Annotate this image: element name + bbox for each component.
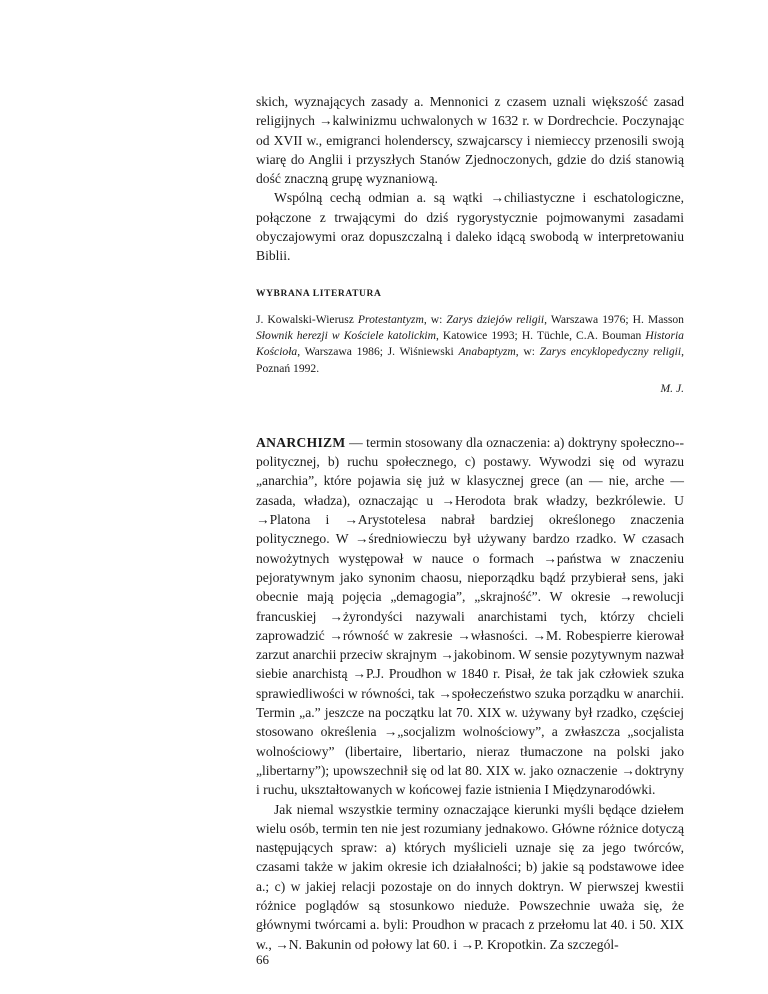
intro-paragraph-2: Wspólną cechą odmian a. są wątki →chiliastyczne i eschatologiczne, połączone z trwającymi do dziś rygorystycznie pojmowanymi zasadami obyczajowymi oraz dopuszczalną i daleko idącą swobodą w interpretowaniu Biblii.: [256, 190, 684, 264]
article-anarchizm: [256, 433, 684, 954]
entry-term: ANARCHIZM: [256, 434, 346, 450]
lit-entry: H. Tüchle, C.A. Bouman Historia Kościoła, Warszawa 1986;: [256, 328, 684, 359]
lit-entry: J. Wiśniewski Anabaptyzm, w: Zarys encyklopedyczny religii, Poznań 1992.: [256, 345, 684, 375]
literature-list: [256, 312, 684, 377]
intro-text: [256, 92, 684, 266]
literature-heading: WYBRANA LITERATURA: [256, 288, 382, 299]
page-content: [256, 92, 684, 954]
intro-paragraph-1: skich, wyznających zasady a. Mennonici z czasem uznali większość zasad religijnych →kalwinizmu uchwalonych w 1632 r. w Dordrechcie. Poczynając od XVII w., emigranci holenderscy, szwajcarscy i niemieccy przenosili swoją wiarę do Anglii i przyszłych Stanów Zjednoczonych, gdzie do dziś stanowią dość znaczną grupę wyznaniową.: [256, 94, 684, 187]
article-paragraph-2: Jak niemal wszystkie terminy oznaczające kierunki myśli będące dziełem wielu osób, termin ten nie jest rozumiany jednakowo. Główne różnice dotyczą następujących spraw: a) których myślicieli uznaje się za jego twórców, czasami także w jakim okresie ich działalności; b) jakie są podstawowe idee a.; c) w jakiej relacji pozostaje on do innych doktryn. W pierwszej kwestii różnice poglądów są stosunkowo nieduże. Powszechnie uważa się, że głównymi twórcami a. byli: Proudhon w pracach z przełomu lat 40. i 50. XIX w., →N. Bakunin od połowy lat 60. i →P. Kropotkin. Za szczegól-: [256, 801, 684, 952]
article-paragraph-1: ANARCHIZM — termin stosowany dla oznaczenia: a) doktryny społeczno--politycznej, b) ruchu społecznego, c) postawy. Wywodzi się od wyrazu „anarchia”, które pojawia się już w klasycznej grece (an — nie, arche — zasada, władza), oznaczając u →Herodota brak władzy, bezkrólewie. U →Platona i →Arystotelesa nabrał bardziej określonego znaczenia politycznego. W →średniowieczu był używany bardzo rzadko. W czasach nowożytnych występował w nauce o formach →państwa w znaczeniu pejoratywnym jako synonim chaosu, nieporządku bądź przybierał sens, jaki obecnie mają pojęcia „demagogia”, „skrajność”. W okresie →rewolucji francuskiej →żyrondyści nazywali anarchistami tych, którzy chcieli zaprowadzić →równość w zakresie →własności. →M. Robespierre kierował zarzut anarchii przeciw skrajnym →jakobinom. W sensie pozytywnym nazwał siebie anarchistą →P.J. Proudhon w 1840 r. Pisał, że tak jak człowiek szuka sprawiedliwości w równości, tak →społeczeństwo szuka porządku w anarchii. Termin „a.” jeszcze na początku lat 70. XIX w. używany był rzadko, częściej stosowano określenia →„socjalizm wolnościowy”, a zwłaszcza „socjalista wolnościowy” (libertaire, libertario, nieraz tłumaczone na polski jako „libertarny”); upowszechnił się od lat 80. XIX w. jako oznaczenie →doktryny i ruchu, ukształtowanych w końcowej fazie istnienia I Międzynarodówki.: [256, 434, 684, 798]
page-number: 66: [256, 952, 269, 967]
lit-entry: J. Kowalski-Wierusz Protestantyzm, w: Zarys dziejów religii, Warszawa 1976;: [256, 312, 633, 326]
author-signature: M. J.: [660, 381, 684, 395]
lit-entry: H. Masson Słownik herezji w Kościele katolickim, Katowice 1993;: [256, 312, 684, 342]
